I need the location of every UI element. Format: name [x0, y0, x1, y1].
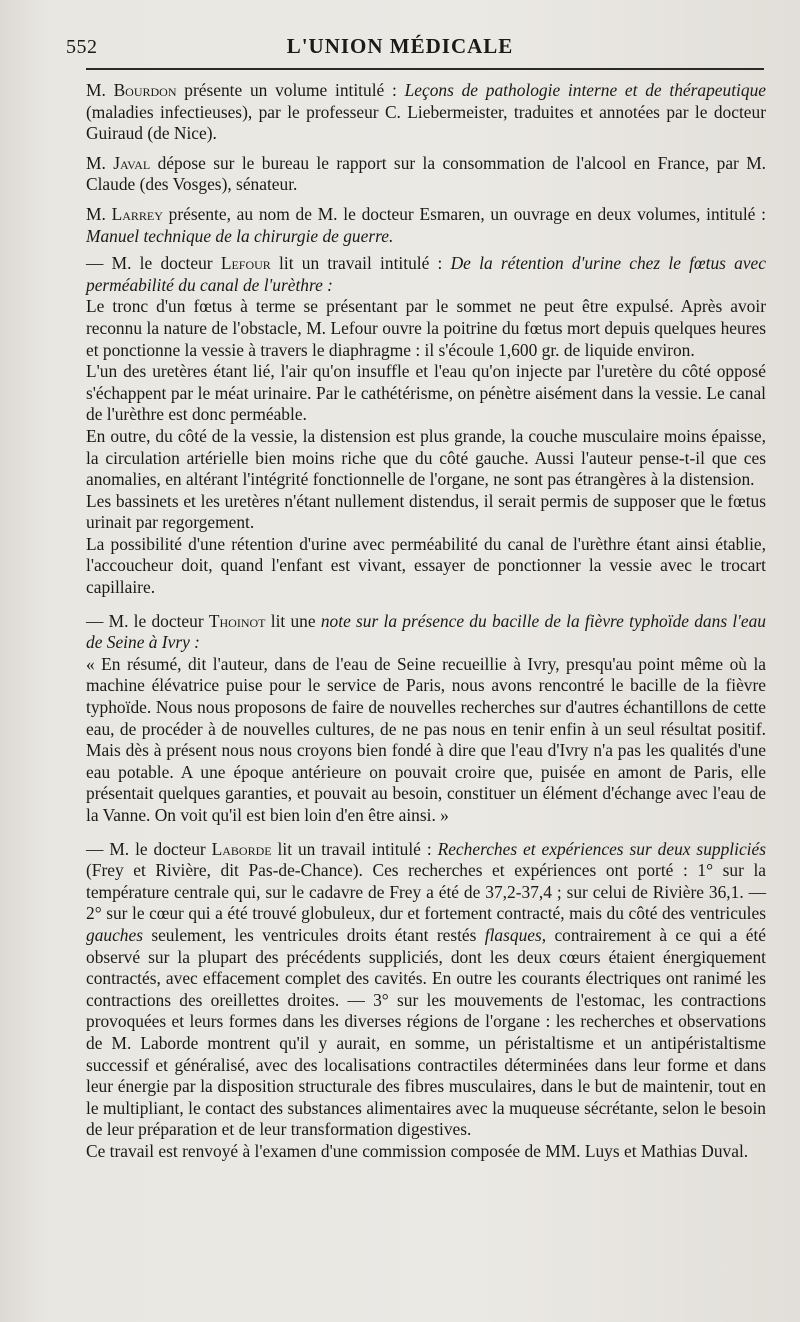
text-run: « En résumé, dit l'auteur, dans de l'eau de Seine recueillie à Ivry, presqu'au point même où la machine élévatrice puise pour le service de Paris, nous avons rencontré le bacille de la fièvre typhoïde. Nous nous proposons de faire de nouvelles recherches sur d'autres échantillons de cette eau, de procéder à de nouvelles cultures, de ne pas nous en tenir enfin à un seul résultat positif. Mais dès à présent nous nous croyons bien fondé à dire que l'eau d'Ivry n'a pas les qualités d'une eau potable. A une époque antérieure on pouvait croire que, puisée en amont de Paris, elle présentait quelques garanties, et pouvait au besoin, constituer un élément d'échange avec l'eau de la Vanne. On voit qu'il est bien loin d'en être ainsi. »	[86, 653, 766, 825]
italic-title: note sur la présence du bacille de la fièvre typhoïde dans l'eau de Seine à Ivry :	[86, 610, 766, 653]
text-run: L'un des uretères étant lié, l'air qu'on insuffle et l'eau qu'on injecte par l'uretère du côté opposé s'échappent par le méat urinaire. Par le cathétérisme, on pénètre aisément dans la vessie. Le canal de l'urèthre est donc perméable.	[86, 361, 766, 425]
text-run: (Frey et Rivière, dit Pas-de-Chance). Ces recherches et expériences ont porté : 1° sur la température centrale qui, sur le cadavre de Frey a été de 37,2-37,4 ; sur celui de Rivière 36,1. — 2° sur le cœur qui a été trouvé globuleux, dur et fortement contracté, mais du côté des ventricules	[86, 860, 766, 924]
page-number: 552	[66, 36, 98, 58]
paragraph	[86, 1141, 766, 1163]
text-run: La possibilité d'une rétention d'urine avec perméabilité du canal de l'urèthre étant ainsi établie, l'accoucheur doit, quand l'enfant est vivant, essayer de ponctionner la vessie avec le trocart capillaire.	[86, 533, 766, 598]
text-run: Ce travail est renvoyé à l'examen d'une commission composée de MM. Luys et Mathias Duval.	[86, 1140, 749, 1161]
text-run: — M. le docteur	[86, 838, 212, 859]
paragraph	[86, 654, 766, 827]
text-run: présente un volume intitulé :	[176, 80, 405, 100]
text-run: M.	[86, 152, 114, 173]
paragraph	[86, 426, 766, 491]
paragraph	[86, 80, 766, 145]
text-run: M.	[86, 80, 114, 100]
paragraph	[86, 153, 766, 196]
text-run: — M. le docteur	[86, 610, 209, 631]
person-name: Larrey	[111, 203, 163, 224]
text-run: — M. le docteur	[86, 253, 221, 274]
paragraph	[86, 204, 766, 247]
text-run: dépose sur le bureau le rapport sur la consommation de l'alcool en France, par M. Claude (des Vosges), sénateur.	[86, 152, 766, 195]
paragraph	[86, 611, 766, 654]
paragraph	[86, 491, 766, 534]
paragraph	[86, 253, 766, 296]
journal-title: L'UNION MÉDICALE	[286, 34, 514, 58]
header-rule	[86, 68, 764, 70]
text-run: présente, au nom de M. le docteur Esmaren, un ouvrage en deux volumes, intitulé :	[162, 203, 766, 224]
italic-title: Manuel technique de la chirurgie de guerre.	[86, 225, 394, 246]
text-run: Les bassinets et les uretères n'étant nullement distendus, il serait permis de supposer que le fœtus urinait par regorgement.	[86, 490, 766, 533]
paragraph	[86, 534, 766, 599]
italic-title: flasques	[484, 924, 542, 945]
italic-title: Recherches et expériences sur deux suppliciés	[437, 838, 766, 859]
italic-title: De la rétention d'urine chez le fœtus avec perméabilité du canal de l'urèthre :	[86, 253, 766, 295]
person-name: Lefour	[220, 253, 271, 274]
text-run: En outre, du côté de la vessie, la distension est plus grande, la couche musculaire moins épaisse, la circulation artérielle bien moins riche que du côté gauche. Aussi l'auteur pense-t-il que ces anomalies, en altérant l'intégrité fonctionnelle de l'organe, ne sont pas étrangères à la distension.	[86, 425, 766, 490]
paragraph	[86, 839, 766, 1141]
paragraph	[86, 296, 766, 361]
italic-title: gauches	[86, 924, 143, 945]
italic-title: Leçons de pathologie interne et de thérapeutique	[404, 80, 766, 100]
person-name: Bourdon	[113, 80, 177, 100]
article-body	[86, 80, 766, 1163]
text-run: seulement, les ventricules droits étant restés	[143, 924, 485, 945]
person-name: Thoinot	[208, 610, 266, 631]
text-run: lit une	[265, 610, 321, 631]
text-run: , contrairement à ce qui a été observé sur la plupart des précédents suppliciés, dont les deux cœurs étaient énergiquement contractés, avec effacement complet des cavités. En outre les courants électriques ont ranimé les contractions des oreillettes droites. — 3° sur les mouvements de l'estomac, les contractions provoquées et leurs formes dans les diverses régions de l'organe : les recherches et observations de M. Laborde montrent qu'il y aurait, en somme, un péristaltisme et un antipéristaltisme successif et généralisé, avec des localisations contractiles déterminées dans leur forme et dans leur énergie par la disposition structurale des fibres musculaires, dans le but de maintenir, tout en le multipliant, le contact des substances alimentaires avec la muqueuse sécrétante, selon le besoin de leur préparation et de leur transformation digestives.	[86, 924, 766, 1140]
text-run: lit un travail intitulé :	[270, 253, 451, 274]
text-run: (maladies infectieuses), par le professeur C. Liebermeister, traduites et annotées par le docteur Guiraud (de Nice).	[86, 101, 766, 144]
text-run: Le tronc d'un fœtus à terme se présentant par le sommet ne peut être expulsé. Après avoir reconnu la nature de l'obstacle, M. Lefour ouvre la poitrine du fœtus mort depuis quelques heures et ponctionne la vessie à travers le diaphragme : il s'écoule 1,600 gr. de liquide environ.	[86, 296, 766, 360]
person-name: Laborde	[211, 838, 272, 859]
person-name: Javal	[113, 152, 151, 173]
text-run: M.	[86, 203, 112, 224]
text-run: lit un travail intitulé :	[271, 838, 438, 859]
running-head	[0, 28, 800, 68]
paragraph	[86, 361, 766, 426]
